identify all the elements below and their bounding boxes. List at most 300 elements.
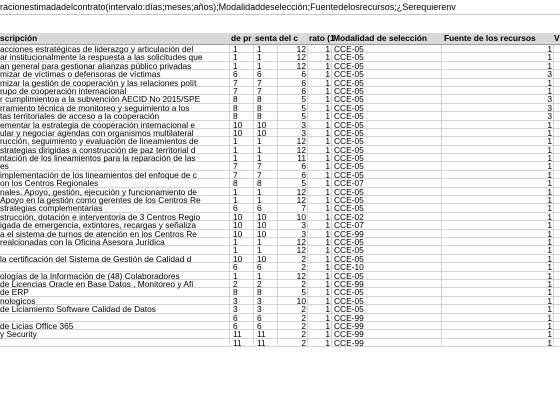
interval-cell[interactable]: 1 <box>308 45 332 53</box>
selection-mode-cell[interactable]: CCE-05 <box>332 162 442 170</box>
presentation-cell[interactable]: 1 <box>254 45 278 53</box>
selection-mode-cell[interactable]: CCE-07 <box>332 221 442 229</box>
selection-mode-cell[interactable]: CCE-05 <box>332 204 442 212</box>
v-cell[interactable] <box>554 53 560 61</box>
v-cell[interactable] <box>554 154 560 162</box>
interval-cell[interactable]: 1 <box>308 272 332 280</box>
description-cell[interactable]: es <box>0 162 230 170</box>
presentation-cell[interactable]: 7 <box>254 171 278 179</box>
v-cell[interactable] <box>554 104 560 112</box>
presentation-cell[interactable]: 7 <box>254 162 278 170</box>
presentation-cell[interactable]: 1 <box>254 246 278 254</box>
interval-cell[interactable]: 1 <box>308 263 332 271</box>
description-cell[interactable]: de ERP <box>0 288 230 296</box>
resource-source-cell[interactable]: 1 <box>442 314 554 322</box>
selection-mode-cell[interactable]: CCE-05 <box>332 121 442 129</box>
selection-mode-cell[interactable]: CCE-99 <box>332 330 442 338</box>
interval-cell[interactable]: 1 <box>308 322 332 330</box>
v-cell[interactable] <box>554 255 560 263</box>
selection-mode-cell[interactable]: CCE-05 <box>332 238 442 246</box>
description-cell[interactable]: a el sistema de turnos de atención en los Centros Re <box>0 230 230 238</box>
interval-cell[interactable]: 1 <box>308 188 332 196</box>
start-cell[interactable]: 10 <box>230 213 254 221</box>
start-cell[interactable]: 11 <box>230 339 254 347</box>
interval-cell[interactable]: 1 <box>308 87 332 95</box>
selection-mode-cell[interactable]: CCE-99 <box>332 280 442 288</box>
start-cell[interactable]: 3 <box>230 305 254 313</box>
interval-cell[interactable]: 1 <box>308 246 332 254</box>
duration-cell[interactable]: 3 <box>278 129 308 137</box>
duration-cell[interactable]: 2 <box>278 255 308 263</box>
data-rows <box>0 45 560 347</box>
description-cell[interactable]: de Licencias Oracle en Base Datos , Monitoreo y Afi <box>0 280 230 288</box>
resource-source-cell[interactable]: 1 <box>442 272 554 280</box>
duration-cell[interactable]: 5 <box>278 112 308 120</box>
v-cell[interactable] <box>554 288 560 296</box>
start-cell[interactable]: 6 <box>230 322 254 330</box>
presentation-cell[interactable]: 8 <box>254 95 278 103</box>
v-cell[interactable] <box>554 112 560 120</box>
description-cell[interactable]: tas territoriales de acceso a la cooperación <box>0 112 230 120</box>
duration-cell[interactable]: 2 <box>278 314 308 322</box>
start-cell[interactable]: 8 <box>230 95 254 103</box>
description-cell[interactable]: igada de emergencia, extintores, recargas y señaliza <box>0 221 230 229</box>
description-cell[interactable]: strucción, dotación e interventoría de 3 Centros Regio <box>0 213 230 221</box>
selection-mode-cell[interactable]: CCE-05 <box>332 62 442 70</box>
selection-mode-cell[interactable]: CCE-07 <box>332 179 442 187</box>
description-cell[interactable]: mizar la gestión de cooperación y las relaciones polít <box>0 79 230 87</box>
description-cell[interactable]: Apoyo en la gestión como gerentes de los Centros Re <box>0 196 230 204</box>
presentation-cell[interactable]: 11 <box>254 330 278 338</box>
start-cell[interactable]: 1 <box>230 246 254 254</box>
presentation-cell[interactable]: 6 <box>254 70 278 78</box>
presentation-cell[interactable]: 6 <box>254 263 278 271</box>
resource-source-cell[interactable]: 1 <box>442 146 554 154</box>
start-cell[interactable]: 1 <box>230 272 254 280</box>
description-cell[interactable]: la certificación del Sistema de Gestión de Calidad d <box>0 255 230 263</box>
description-cell[interactable]: implementación de los lineamientos del enfoque de c <box>0 171 230 179</box>
description-cell[interactable]: ar institucionalmente la respuesta a las solicitudes que <box>0 53 230 61</box>
duration-cell[interactable]: 6 <box>278 79 308 87</box>
column-header-resource-source[interactable]: Fuente de los recursos <box>442 33 554 44</box>
presentation-cell[interactable]: 1 <box>254 188 278 196</box>
interval-cell[interactable]: 1 <box>308 179 332 187</box>
resource-source-cell[interactable]: 1 <box>442 53 554 61</box>
duration-cell[interactable]: 2 <box>278 280 308 288</box>
start-cell[interactable]: 1 <box>230 53 254 61</box>
column-header-selection-mode[interactable]: Modalidad de selección <box>332 33 442 44</box>
v-cell[interactable] <box>554 162 560 170</box>
selection-mode-cell[interactable]: CCE-02 <box>332 213 442 221</box>
description-cell[interactable]: ologías de la Información de (48) Colaboradores <box>0 272 230 280</box>
duration-cell[interactable]: 12 <box>278 146 308 154</box>
presentation-cell[interactable]: 10 <box>254 213 278 221</box>
description-cell[interactable]: an general para gestionar alianzas público privadas <box>0 62 230 70</box>
duration-cell[interactable]: 12 <box>278 238 308 246</box>
description-cell[interactable]: realcionadas con la Oficina Asesora Jurídica <box>0 238 230 246</box>
interval-cell[interactable]: 1 <box>308 280 332 288</box>
v-cell[interactable] <box>554 129 560 137</box>
duration-cell[interactable]: 10 <box>278 297 308 305</box>
v-cell[interactable] <box>554 196 560 204</box>
resource-source-cell[interactable]: 1 <box>442 45 554 53</box>
interval-cell[interactable]: 1 <box>308 129 332 137</box>
v-cell[interactable] <box>554 62 560 70</box>
duration-cell[interactable]: 5 <box>278 95 308 103</box>
selection-mode-cell[interactable]: CCE-05 <box>332 171 442 179</box>
presentation-cell[interactable]: 1 <box>254 272 278 280</box>
resource-source-cell[interactable]: 1 <box>442 297 554 305</box>
start-cell[interactable]: 1 <box>230 238 254 246</box>
duration-cell[interactable]: 6 <box>278 70 308 78</box>
selection-mode-cell[interactable]: CCE-10 <box>332 263 442 271</box>
selection-mode-cell[interactable]: CCE-05 <box>332 305 442 313</box>
selection-mode-cell[interactable]: CCE-05 <box>332 137 442 145</box>
resource-source-cell[interactable]: 1 <box>442 288 554 296</box>
interval-cell[interactable]: 1 <box>308 288 332 296</box>
presentation-cell[interactable]: 1 <box>254 62 278 70</box>
resource-source-cell[interactable]: 1 <box>442 129 554 137</box>
duration-cell[interactable]: 5 <box>278 288 308 296</box>
presentation-cell[interactable]: 1 <box>254 53 278 61</box>
selection-mode-cell[interactable]: CCE-05 <box>332 154 442 162</box>
resource-source-cell[interactable]: 1 <box>442 322 554 330</box>
duration-cell[interactable]: 11 <box>278 154 308 162</box>
resource-source-cell[interactable]: 1 <box>442 213 554 221</box>
resource-source-cell[interactable]: 1 <box>442 280 554 288</box>
v-cell[interactable] <box>554 188 560 196</box>
v-cell[interactable] <box>554 137 560 145</box>
start-cell[interactable]: 7 <box>230 162 254 170</box>
duration-cell[interactable]: 3 <box>278 121 308 129</box>
resource-source-cell[interactable]: 3 <box>442 70 554 78</box>
description-cell[interactable]: on los Centros Regionales <box>0 179 230 187</box>
v-cell[interactable] <box>554 204 560 212</box>
v-cell[interactable] <box>554 70 560 78</box>
presentation-cell[interactable]: 1 <box>254 238 278 246</box>
start-cell[interactable]: 7 <box>230 79 254 87</box>
presentation-cell[interactable]: 10 <box>254 230 278 238</box>
start-cell[interactable]: 6 <box>230 263 254 271</box>
v-cell[interactable] <box>554 171 560 179</box>
resource-source-cell[interactable]: 1 <box>442 221 554 229</box>
description-cell[interactable]: rupo de cooperación internacional <box>0 87 230 95</box>
v-cell[interactable] <box>554 263 560 271</box>
v-cell[interactable] <box>554 314 560 322</box>
presentation-cell[interactable]: 2 <box>254 280 278 288</box>
selection-mode-cell[interactable]: CCE-99 <box>332 230 442 238</box>
start-cell[interactable]: 10 <box>230 230 254 238</box>
v-cell[interactable] <box>554 305 560 313</box>
duration-cell[interactable]: 2 <box>278 330 308 338</box>
description-cell[interactable]: ular y negociar agendas con organismos multilateral <box>0 129 230 137</box>
start-cell[interactable]: 6 <box>230 204 254 212</box>
presentation-cell[interactable]: 8 <box>254 104 278 112</box>
resource-source-cell[interactable]: 1 <box>442 79 554 87</box>
presentation-cell[interactable]: 10 <box>254 129 278 137</box>
description-cell[interactable]: rucción, seguimiento y evaluación de lineamientos de <box>0 137 230 145</box>
v-cell[interactable] <box>554 339 560 347</box>
resource-source-cell[interactable]: 1 <box>442 263 554 271</box>
resource-source-cell[interactable]: 1 <box>442 171 554 179</box>
description-cell[interactable]: mizar de víctimas o defensoras de víctimas <box>0 70 230 78</box>
interval-cell[interactable]: 1 <box>308 305 332 313</box>
duration-cell[interactable]: 12 <box>278 272 308 280</box>
resource-source-cell[interactable]: 1 <box>442 230 554 238</box>
description-cell[interactable]: ntación de los lineamientos para la reparación de las <box>0 154 230 162</box>
resource-source-cell[interactable]: 1 <box>442 137 554 145</box>
v-cell[interactable] <box>554 87 560 95</box>
presentation-cell[interactable]: 6 <box>254 322 278 330</box>
selection-mode-cell[interactable]: CCE-99 <box>332 339 442 347</box>
presentation-cell[interactable]: 6 <box>254 204 278 212</box>
start-cell[interactable]: 7 <box>230 87 254 95</box>
description-cell[interactable]: strategias complementarias <box>0 204 230 212</box>
start-cell[interactable]: 3 <box>230 297 254 305</box>
resource-source-cell[interactable]: 1 <box>442 339 554 347</box>
interval-cell[interactable]: 1 <box>308 171 332 179</box>
v-cell[interactable] <box>554 297 560 305</box>
v-cell[interactable] <box>554 221 560 229</box>
resource-source-cell[interactable]: 1 <box>442 188 554 196</box>
v-cell[interactable] <box>554 146 560 154</box>
v-cell[interactable] <box>554 246 560 254</box>
header-text-row[interactable] <box>0 0 560 15</box>
column-header-contract-interval[interactable]: rato (1 <box>309 33 335 43</box>
interval-cell[interactable]: 1 <box>308 230 332 238</box>
interval-cell[interactable]: 1 <box>308 70 332 78</box>
selection-mode-cell[interactable]: CCE-99 <box>332 314 442 322</box>
duration-cell[interactable]: 6 <box>278 162 308 170</box>
v-cell[interactable] <box>554 79 560 87</box>
resource-source-cell[interactable]: 1 <box>442 204 554 212</box>
description-cell[interactable] <box>0 339 230 347</box>
resource-source-cell[interactable]: 3 <box>442 104 554 112</box>
resource-source-cell[interactable]: 1 <box>442 154 554 162</box>
duration-cell[interactable]: 12 <box>278 246 308 254</box>
v-cell[interactable] <box>554 121 560 129</box>
start-cell[interactable]: 1 <box>230 137 254 145</box>
presentation-cell[interactable]: 1 <box>254 196 278 204</box>
selection-mode-cell[interactable]: CCE-05 <box>332 95 442 103</box>
presentation-cell[interactable]: 1 <box>254 146 278 154</box>
duration-cell[interactable]: 12 <box>278 62 308 70</box>
interval-cell[interactable]: 1 <box>308 297 332 305</box>
column-header-v[interactable]: V <box>554 33 560 43</box>
description-cell[interactable]: ementar la estrategia de cooperación internacional e <box>0 121 230 129</box>
description-cell[interactable]: y Security <box>0 330 230 338</box>
interval-cell[interactable]: 1 <box>308 53 332 61</box>
presentation-cell[interactable]: 7 <box>254 87 278 95</box>
duration-cell[interactable]: 2 <box>278 263 308 271</box>
blank-row[interactable] <box>0 15 560 33</box>
presentation-cell[interactable]: 11 <box>254 339 278 347</box>
presentation-cell[interactable]: 3 <box>254 297 278 305</box>
start-cell[interactable]: 6 <box>230 314 254 322</box>
v-cell[interactable] <box>554 45 560 53</box>
selection-mode-cell[interactable]: CCE-05 <box>332 146 442 154</box>
start-cell[interactable]: 6 <box>230 70 254 78</box>
selection-mode-cell[interactable]: CCE-05 <box>332 129 442 137</box>
description-cell[interactable]: de Licias Office 365 <box>0 322 230 330</box>
column-header-description[interactable]: scripción <box>0 33 230 44</box>
resource-source-cell[interactable]: 1 <box>442 162 554 170</box>
v-cell[interactable] <box>554 280 560 288</box>
selection-mode-cell[interactable]: CCE-05 <box>332 45 442 53</box>
interval-cell[interactable]: 1 <box>308 314 332 322</box>
v-cell[interactable] <box>554 230 560 238</box>
duration-cell[interactable]: 12 <box>278 45 308 53</box>
start-cell[interactable]: 8 <box>230 112 254 120</box>
table-row <box>0 330 560 338</box>
interval-cell[interactable]: 1 <box>308 112 332 120</box>
interval-cell[interactable]: 1 <box>308 79 332 87</box>
presentation-cell[interactable]: 7 <box>254 79 278 87</box>
resource-source-cell[interactable]: 1 <box>442 179 554 187</box>
description-cell[interactable]: nologicos <box>0 297 230 305</box>
duration-cell[interactable]: 10 <box>278 213 308 221</box>
duration-cell[interactable]: 3 <box>278 221 308 229</box>
v-cell[interactable] <box>554 330 560 338</box>
resource-source-cell[interactable]: 1 <box>442 246 554 254</box>
presentation-cell[interactable]: 10 <box>254 221 278 229</box>
description-cell[interactable]: acciones estratégicas de liderazgo y articulación del <box>0 45 230 53</box>
interval-cell[interactable]: 1 <box>308 162 332 170</box>
selection-mode-cell[interactable]: CCE-05 <box>332 196 442 204</box>
interval-cell[interactable]: 1 <box>308 238 332 246</box>
presentation-cell[interactable]: 8 <box>254 112 278 120</box>
duration-cell[interactable]: 6 <box>278 87 308 95</box>
presentation-cell[interactable]: 10 <box>254 255 278 263</box>
presentation-cell[interactable]: 8 <box>254 179 278 187</box>
start-cell[interactable]: 10 <box>230 221 254 229</box>
start-cell[interactable]: 1 <box>230 146 254 154</box>
start-cell[interactable]: 1 <box>230 188 254 196</box>
selection-mode-cell[interactable]: CCE-99 <box>332 322 442 330</box>
resource-source-cell[interactable]: 3 <box>442 95 554 103</box>
resource-source-cell[interactable]: 1 <box>442 330 554 338</box>
interval-cell[interactable]: 1 <box>308 121 332 129</box>
duration-cell[interactable]: 2 <box>278 339 308 347</box>
start-cell[interactable]: 11 <box>230 330 254 338</box>
column-header-duration[interactable]: del c <box>278 33 308 44</box>
selection-mode-cell[interactable]: CCE-05 <box>332 297 442 305</box>
description-cell[interactable]: rramiento técnica de monitoreo y seguimiento a los <box>0 104 230 112</box>
resource-source-cell[interactable]: 1 <box>442 121 554 129</box>
start-cell[interactable]: 1 <box>230 45 254 53</box>
description-cell[interactable]: strategias dirigidas a construcción de paz territorial d <box>0 146 230 154</box>
selection-mode-cell[interactable]: CCE-05 <box>332 188 442 196</box>
interval-cell[interactable]: 1 <box>308 146 332 154</box>
table-row <box>0 280 560 288</box>
start-cell[interactable]: 7 <box>230 171 254 179</box>
selection-mode-cell[interactable]: CCE-05 <box>332 53 442 61</box>
selection-mode-cell[interactable]: CCE-05 <box>332 87 442 95</box>
presentation-cell[interactable]: 1 <box>254 154 278 162</box>
start-cell[interactable]: 8 <box>230 288 254 296</box>
resource-source-cell[interactable]: 1 <box>442 87 554 95</box>
description-cell[interactable]: de Liciamiento Software Calidad de Datos <box>0 305 230 313</box>
start-cell[interactable]: 8 <box>230 104 254 112</box>
selection-mode-cell[interactable]: CCE-05 <box>332 112 442 120</box>
duration-cell[interactable]: 6 <box>278 171 308 179</box>
v-cell[interactable] <box>554 272 560 280</box>
interval-cell[interactable]: 1 <box>308 221 332 229</box>
v-cell[interactable] <box>554 213 560 221</box>
start-cell[interactable]: 1 <box>230 62 254 70</box>
duration-cell[interactable]: 2 <box>278 322 308 330</box>
duration-cell[interactable]: 5 <box>278 179 308 187</box>
interval-cell[interactable]: 1 <box>308 339 332 347</box>
interval-cell[interactable]: 1 <box>308 213 332 221</box>
v-cell[interactable] <box>554 238 560 246</box>
duration-cell[interactable]: 12 <box>278 137 308 145</box>
selection-mode-cell[interactable]: CCE-05 <box>332 288 442 296</box>
presentation-cell[interactable]: 1 <box>254 137 278 145</box>
interval-cell[interactable]: 1 <box>308 255 332 263</box>
interval-cell[interactable]: 1 <box>308 104 332 112</box>
column-header-presentation[interactable]: senta <box>255 33 277 43</box>
v-cell[interactable] <box>554 95 560 103</box>
duration-cell[interactable]: 7 <box>278 204 308 212</box>
selection-mode-cell[interactable]: CCE-05 <box>332 272 442 280</box>
resource-source-cell[interactable]: 1 <box>442 62 554 70</box>
duration-cell[interactable]: 3 <box>278 230 308 238</box>
table-row <box>0 305 560 313</box>
interval-cell[interactable]: 1 <box>308 204 332 212</box>
interval-cell[interactable]: 1 <box>308 196 332 204</box>
interval-cell[interactable]: 1 <box>308 154 332 162</box>
start-cell[interactable]: 10 <box>230 121 254 129</box>
duration-cell[interactable]: 12 <box>278 53 308 61</box>
interval-cell[interactable]: 1 <box>308 137 332 145</box>
start-cell[interactable]: 10 <box>230 129 254 137</box>
start-cell[interactable]: 1 <box>230 154 254 162</box>
presentation-cell[interactable]: 3 <box>254 305 278 313</box>
duration-cell[interactable]: 2 <box>278 305 308 313</box>
duration-cell[interactable]: 12 <box>278 196 308 204</box>
column-header-start[interactable]: de pr <box>230 33 254 44</box>
resource-source-cell[interactable]: 1 <box>442 255 554 263</box>
description-cell[interactable]: nales. Apoyo, gestión, ejecución y funcionamiento de <box>0 188 230 196</box>
description-cell[interactable]: r cumplimientoa a la subvención AECID No 2015/SPE <box>0 95 230 103</box>
resource-source-cell[interactable]: 1 <box>442 238 554 246</box>
start-cell[interactable]: 10 <box>230 255 254 263</box>
duration-cell[interactable]: 12 <box>278 188 308 196</box>
resource-source-cell[interactable]: 3 <box>442 112 554 120</box>
start-cell[interactable]: 2 <box>230 280 254 288</box>
selection-mode-cell[interactable]: CCE-05 <box>332 104 442 112</box>
selection-mode-cell[interactable]: CCE-05 <box>332 79 442 87</box>
resource-source-cell[interactable]: 1 <box>442 196 554 204</box>
v-cell[interactable] <box>554 179 560 187</box>
interval-cell[interactable]: 1 <box>308 330 332 338</box>
start-cell[interactable]: 8 <box>230 179 254 187</box>
duration-cell[interactable]: 5 <box>278 104 308 112</box>
selection-mode-cell[interactable]: CCE-05 <box>332 70 442 78</box>
presentation-cell[interactable]: 6 <box>254 314 278 322</box>
selection-mode-cell[interactable]: CCE-05 <box>332 255 442 263</box>
v-cell[interactable] <box>554 322 560 330</box>
table-row <box>0 154 560 162</box>
presentation-cell[interactable]: 8 <box>254 288 278 296</box>
presentation-cell[interactable]: 10 <box>254 121 278 129</box>
interval-cell[interactable]: 1 <box>308 62 332 70</box>
interval-cell[interactable]: 1 <box>308 95 332 103</box>
start-cell[interactable]: 1 <box>230 196 254 204</box>
selection-mode-cell[interactable]: CCE-05 <box>332 246 442 254</box>
resource-source-cell[interactable]: 1 <box>442 305 554 313</box>
